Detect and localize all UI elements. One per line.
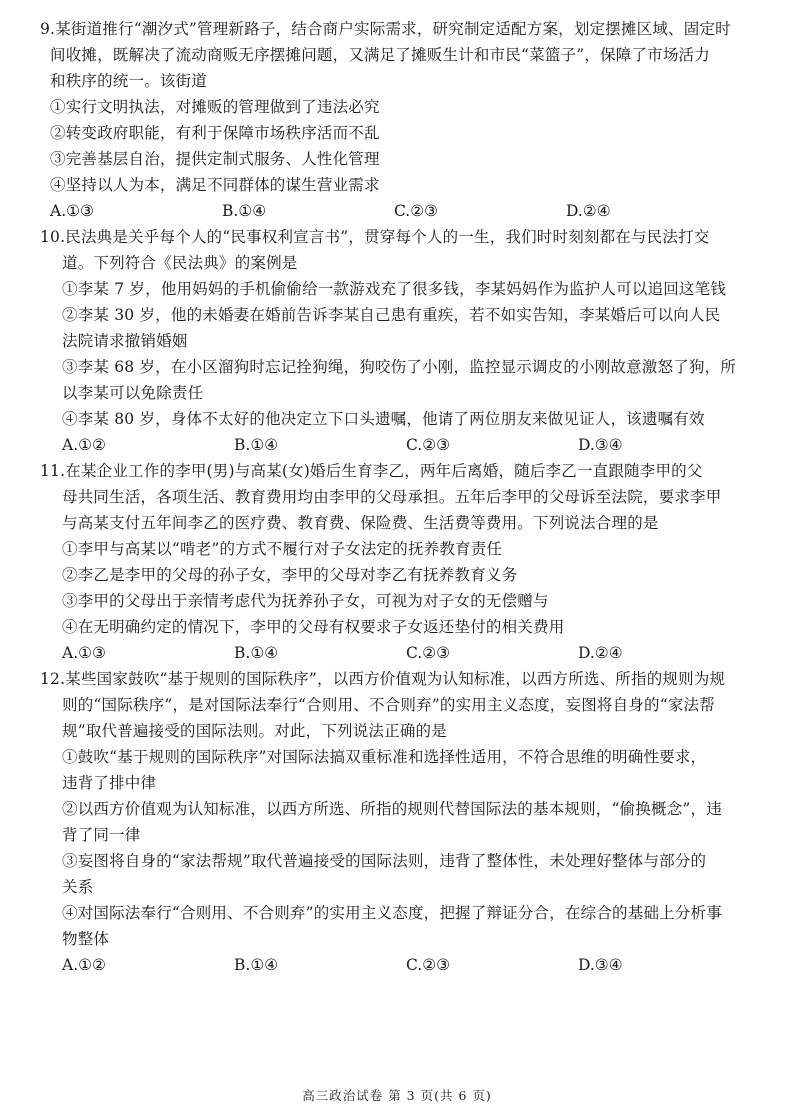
statement-item-continued: 关系	[62, 878, 94, 896]
statement-item: ③李某 68 岁，在小区溜狗时忘记拴狗绳，狗咬伤了小刚，监控显示调皮的小刚故意激怒了狗，所	[62, 358, 737, 376]
statement-item-continued: 物整体	[62, 930, 110, 948]
question-stem-line: 9.某街道推行“潮汐式”管理新路子，结合商户实际需求，研究制定适配方案，划定摆摊区域、固定时	[40, 20, 731, 38]
statement-item: ③完善基层自治，提供定制式服务、人性化管理	[50, 150, 380, 168]
statement-item: ③妄图将自身的“家法帮规”取代普遍接受的国际法则，违背了整体性，未处理好整体与部分的	[62, 852, 707, 870]
option-b: B.①④	[234, 644, 279, 662]
option-a: A.①②	[62, 956, 106, 974]
option-a: A.①③	[62, 644, 106, 662]
statement-item: ①李某 7 岁，他用妈妈的手机偷偷给一款游戏充了很多钱，李某妈妈作为监护人可以追回这笔钱	[62, 280, 727, 298]
option-c: C.②③	[406, 644, 451, 662]
answer-options	[40, 952, 764, 978]
statement-item-continued: 法院请求撤销婚姻	[62, 332, 188, 350]
answer-options	[40, 640, 764, 666]
statement-item-continued: 以李某可以免除责任	[62, 384, 204, 402]
option-b: B.①④	[234, 956, 279, 974]
question-stem-line: 与高某支付五年间李乙的医疗费、教育费、保险费、生活费等费用。下列说法合理的是	[62, 514, 659, 532]
question-stem-line: 则的“国际秩序”，是对国际法奉行“合则用、不合则弃”的实用主义态度，妄图将自身的“家法帮	[62, 696, 715, 714]
option-c: C.②③	[406, 436, 451, 454]
option-b: B.①④	[234, 436, 279, 454]
question-stem-line: 道。下列符合《民法典》的案例是	[62, 254, 298, 272]
question-stem-line: 11.在某企业工作的李甲(男)与高某(女)婚后生育李乙，两年后离婚，随后李乙一直跟随李甲的父	[40, 462, 703, 480]
statement-item: ②李某 30 岁，他的未婚妻在婚前告诉李某自己患有重疾，若不如实告知，李某婚后可以向人民	[62, 306, 721, 324]
option-d: D.③④	[578, 956, 623, 974]
statement-item: ④对国际法奉行“合则用、不合则弃”的实用主义态度，把握了辩证分合，在综合的基础上分析事	[62, 904, 722, 922]
statement-item: ④坚持以人为本，满足不同群体的谋生营业需求	[50, 176, 380, 194]
statement-item: ②李乙是李甲的父母的孙子女，李甲的父母对李乙有抚养教育义务	[62, 566, 518, 584]
page-footer: 高三政治试卷 第 3 页(共 6 页)	[302, 1088, 492, 1103]
option-d: D.②④	[566, 202, 611, 220]
statement-item: ②转变政府职能，有利于保障市场秩序活而不乱	[50, 124, 380, 142]
question-stem-line: 间收摊，既解决了流动商贩无序摆摊问题，又满足了摊贩生计和市民“菜篮子”，保障了市场活力	[50, 46, 710, 64]
question-stem-line: 10.民法典是关乎每个人的“民事权利宣言书”，贯穿每个人的一生，我们时时刻刻都在与民法打交	[40, 228, 710, 246]
question-12	[40, 666, 764, 978]
statement-item: ①鼓吹“基于规则的国际秩序”对国际法搞双重标准和选择性适用，不符合思维的明确性要求，	[62, 748, 707, 766]
question-stem-line: 和秩序的统一。该街道	[50, 72, 208, 90]
option-c: C.②③	[394, 202, 439, 220]
option-a: A.①②	[62, 436, 106, 454]
question-stem-line: 母共同生活，各项生活、教育费用均由李甲的父母承担。五年后李甲的父母诉至法院，要求李甲	[62, 488, 722, 506]
option-c: C.②③	[406, 956, 451, 974]
option-d: D.③④	[578, 436, 623, 454]
question-9	[40, 16, 764, 224]
statement-item-continued: 背了同一律	[62, 826, 141, 844]
statement-item-continued: 违背了排中律	[62, 774, 157, 792]
question-10	[40, 224, 764, 458]
option-a: A.①③	[50, 202, 94, 220]
statement-item: ①李甲与高某以“啃老”的方式不履行对子女法定的抚养教育责任	[62, 540, 503, 558]
answer-options	[40, 198, 764, 224]
question-stem-line: 规”取代普遍接受的国际法则。对此，下列说法正确的是	[62, 722, 447, 740]
statement-item: ④在无明确约定的情况下，李甲的父母有权要求子女返还垫付的相关费用	[62, 618, 565, 636]
statement-item: ③李甲的父母出于亲情考虑代为抚养孙子女，可视为对子女的无偿赠与	[62, 592, 549, 610]
statement-item: ④李某 80 岁，身体不太好的他决定立下口头遗嘱，他请了两位朋友来做见证人，该遗嘱有效	[62, 410, 705, 428]
question-11	[40, 458, 764, 666]
option-d: D.②④	[578, 644, 623, 662]
statement-item: ②以西方价值观为认知标准，以西方所选、所指的规则代替国际法的基本规则，“偷换概念”，违	[62, 800, 722, 818]
question-stem-line: 12.某些国家鼓吹“基于规则的国际秩序”，以西方价值观为认知标准，以西方所选、所指的规则为规	[40, 670, 726, 688]
answer-options	[40, 432, 764, 458]
option-b: B.①④	[222, 202, 267, 220]
statement-item: ①实行文明执法，对摊贩的管理做到了违法必究	[50, 98, 380, 116]
